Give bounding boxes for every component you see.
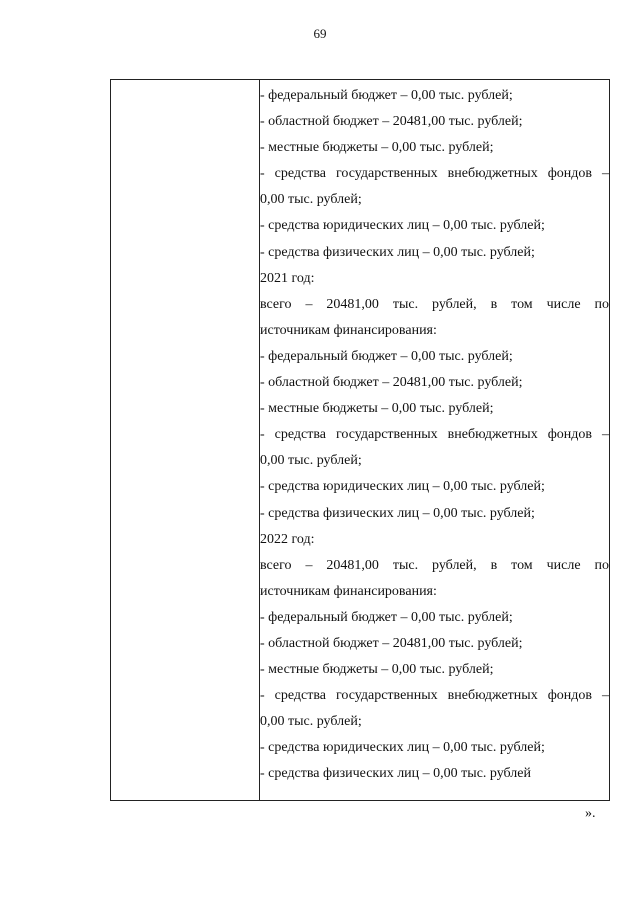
text-line: - областной бюджет – 20481,00 тыс. рублей; [260, 635, 523, 651]
text-line: - местные бюджеты – 0,00 тыс. рублей; [260, 662, 494, 678]
text-line: - средства государственных внебюджетных фондов – [260, 427, 609, 443]
text-line: - местные бюджеты – 0,00 тыс. рублей; [260, 401, 494, 417]
text-line: - федеральный бюджет – 0,00 тыс. рублей; [260, 348, 513, 364]
text-line: - местные бюджеты – 0,00 тыс. рублей; [260, 140, 494, 156]
text-line: 0,00 тыс. рублей; [260, 192, 362, 208]
text-line: - средства государственных внебюджетных фондов – [260, 166, 609, 182]
text-line: - федеральный бюджет – 0,00 тыс. рублей; [260, 88, 513, 103]
text-line: источникам финансирования: [260, 322, 437, 338]
text-line: - средства физических лиц – 0,00 тыс. рублей; [260, 505, 535, 521]
text-line: - средства юридических лиц – 0,00 тыс. рублей; [260, 740, 545, 756]
text-line: - средства государственных внебюджетных фондов – [260, 688, 609, 704]
text-line: - средства юридических лиц – 0,00 тыс. рублей; [260, 218, 545, 234]
text-line: - областной бюджет – 20481,00 тыс. рублей; [260, 114, 523, 130]
text-line: источникам финансирования: [260, 583, 437, 599]
year-heading: 2022 год: [260, 531, 315, 547]
text-line: 0,00 тыс. рублей; [260, 714, 362, 730]
closing-quote-mark: ». [585, 806, 596, 821]
text-line: - средства физических лиц – 0,00 тыс. рублей [260, 766, 532, 782]
text-line: 0,00 тыс. рублей; [260, 453, 362, 469]
text-line: - федеральный бюджет – 0,00 тыс. рублей; [260, 609, 513, 625]
text-line: - областной бюджет – 20481,00 тыс. рублей; [260, 375, 523, 391]
text-line: - средства физических лиц – 0,00 тыс. рублей; [260, 244, 535, 260]
page-number: 69 [313, 26, 327, 41]
right-cell-text [260, 87, 609, 792]
text-line: - средства юридических лиц – 0,00 тыс. рублей; [260, 479, 545, 495]
year-heading: 2021 год: [260, 270, 315, 286]
text-line: всего – 20481,00 тыс. рублей, в том числе по [260, 557, 609, 573]
text-line: всего – 20481,00 тыс. рублей, в том числе по [260, 296, 609, 312]
